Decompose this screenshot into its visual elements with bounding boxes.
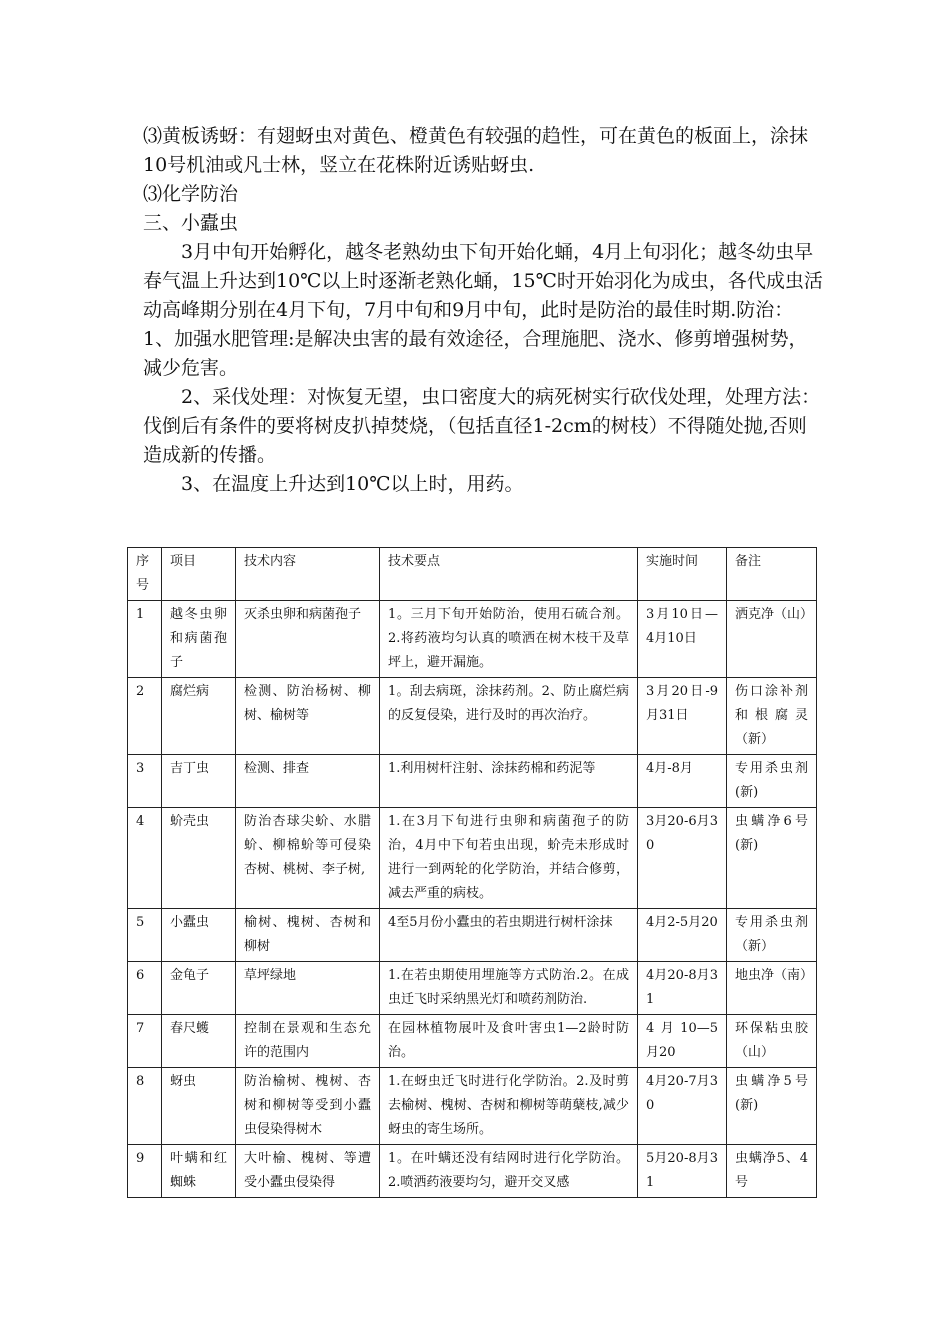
header-cell: 项目 <box>162 548 236 601</box>
table-row <box>128 962 817 1015</box>
table-cell: 4至5月份小蠹虫的若虫期进行树杆涂抹 <box>380 909 638 962</box>
paragraph: ⑶黄板诱蚜：有翅蚜虫对黄色、橙黄色有较强的趋性，可在黄色的板面上，涂抹10号机油或凡士林，竖立在花株附近诱贴蚜虫. <box>143 125 809 176</box>
table-header-row <box>128 548 817 601</box>
header-cell: 备注 <box>727 548 817 601</box>
table-cell: 4月2-5月20 <box>638 909 727 962</box>
table-cell: 1.在3月下旬进行虫卵和病菌孢子的防治，4月中下旬若虫出现，蚧壳未形成时进行一到两轮的化学防治，并结合修剪，减去严重的病枝。 <box>380 808 638 909</box>
table-cell: 3月10日—4月10日 <box>638 601 727 678</box>
header-cell: 序号 <box>128 548 162 601</box>
table-cell: 3月20日-9月31日 <box>638 678 727 755</box>
table-cell: 蚧壳虫 <box>162 808 236 909</box>
table-cell: 4 <box>128 808 162 909</box>
table-cell: 4月20-7月30 <box>638 1068 727 1145</box>
table-row <box>128 1145 817 1198</box>
table-cell: 5月20-8月31 <box>638 1145 727 1198</box>
pest-control-table <box>127 547 817 1198</box>
table-cell: 虫螨净5、4号 <box>727 1145 817 1198</box>
table-cell: 吉丁虫 <box>162 755 236 808</box>
table-cell: 蚜虫 <box>162 1068 236 1145</box>
table-row <box>128 755 817 808</box>
header-cell: 实施时间 <box>638 548 727 601</box>
paragraph: 3月中旬开始孵化，越冬老熟幼虫下旬开始化蛹，4月上旬羽化；越冬幼虫早春气温上升达到10℃以上时逐渐老熟化蛹，15℃时开始羽化为成虫，各代成虫活动高峰期分别在4月下旬，7月中旬和9月中旬，此时是防治的最佳时期.防治： 1、加强水肥管理:是解决虫害的最有效途径，合理施肥、浇水、修剪增强树势，减少危害。 <box>143 241 823 379</box>
table-cell: 伤口涂补剂和根腐灵（新） <box>727 678 817 755</box>
table-cell: 防治杏球尖蚧、水腊蚧、柳棉蚧等可侵染杏树、桃树、李子树, <box>236 808 380 909</box>
table-cell: 8 <box>128 1068 162 1145</box>
table-cell: 6 <box>128 962 162 1015</box>
table-cell: 4月10—5月20 <box>638 1015 727 1068</box>
table-cell: 灭杀虫卵和病菌孢子 <box>236 601 380 678</box>
table-cell: 草坪绿地 <box>236 962 380 1015</box>
table-cell: 控制在景观和生态允许的范围内 <box>236 1015 380 1068</box>
table-cell: 地虫净（南） <box>727 962 817 1015</box>
table-cell: 专用杀虫剂（新） <box>727 909 817 962</box>
paragraph: 2、采伐处理：对恢复无望，虫口密度大的病死树实行砍伐处理，处理方法：伐倒后有条件的要将树皮扒掉焚烧，（包括直径1-2cm的树枝）不得随处抛,否则造成新的传播。 <box>143 386 821 466</box>
table-cell: 1.在蚜虫迁飞时进行化学防治。2.及时剪去榆树、槐树、杏树和柳树等萌蘖枝,减少蚜虫的寄生场所。 <box>380 1068 638 1145</box>
table-cell: 大叶榆、槐树、等遭受小蠹虫侵染得 <box>236 1145 380 1198</box>
table-cell: 越冬虫卵和病菌孢子 <box>162 601 236 678</box>
table-cell: 虫螨净6号(新) <box>727 808 817 909</box>
table-cell: 4月-8月 <box>638 755 727 808</box>
table-row <box>128 601 817 678</box>
table-cell: 9 <box>128 1145 162 1198</box>
table-cell: 1。在叶螨还没有结网时进行化学防治。2.喷洒药液要均匀，避开交叉感 <box>380 1145 638 1198</box>
table-cell: 春尺蠖 <box>162 1015 236 1068</box>
table-cell: 1。三月下旬开始防治，使用石硫合剂。2.将药液均匀认真的喷洒在树木枝干及草坪上，避开漏施。 <box>380 601 638 678</box>
table-cell: 1。刮去病斑，涂抹药剂。2、防止腐烂病的反复侵染，进行及时的再次治疗。 <box>380 678 638 755</box>
table-cell: 金龟子 <box>162 962 236 1015</box>
table-cell: 3 <box>128 755 162 808</box>
header-cell: 技术要点 <box>380 548 638 601</box>
table-cell: 腐烂病 <box>162 678 236 755</box>
paragraph: 3、在温度上升达到10℃以上时，用药。 <box>181 473 524 495</box>
table-cell: 环保粘虫胶（山） <box>727 1015 817 1068</box>
table-cell: 在园林植物展叶及食叶害虫1—2龄时防治。 <box>380 1015 638 1068</box>
body-text <box>143 122 823 499</box>
table-cell: 3月20-6月30 <box>638 808 727 909</box>
table-cell: 7 <box>128 1015 162 1068</box>
table-cell: 5 <box>128 909 162 962</box>
table-row <box>128 1068 817 1145</box>
table-row <box>128 1015 817 1068</box>
table-cell: 2 <box>128 678 162 755</box>
table-row <box>128 678 817 755</box>
paragraph: ⑶化学防治 <box>143 183 239 205</box>
table-cell: 1.利用树杆注射、涂抹药棉和药泥等 <box>380 755 638 808</box>
table-cell: 虫螨净5号(新) <box>727 1068 817 1145</box>
table-cell: 榆树、槐树、杏树和柳树 <box>236 909 380 962</box>
table-row <box>128 909 817 962</box>
table-row <box>128 808 817 909</box>
table-cell: 洒克净（山） <box>727 601 817 678</box>
table-cell: 检测、排查 <box>236 755 380 808</box>
table-cell: 小蠹虫 <box>162 909 236 962</box>
table-cell: 检测、防治杨树、柳树、榆树等 <box>236 678 380 755</box>
section-heading: 三、小蠹虫 <box>143 212 239 234</box>
header-cell: 技术内容 <box>236 548 380 601</box>
table-cell: 1.在若虫期使用埋施等方式防治.2。在成虫迁飞时采纳黑光灯和喷药剂防治. <box>380 962 638 1015</box>
table-cell: 专用杀虫剂(新) <box>727 755 817 808</box>
table-cell: 防治榆树、槐树、杏树和柳树等受到小蠹虫侵染得树木 <box>236 1068 380 1145</box>
table-cell: 1 <box>128 601 162 678</box>
table-cell: 4月20-8月31 <box>638 962 727 1015</box>
table-cell: 叶螨和红蜘蛛 <box>162 1145 236 1198</box>
